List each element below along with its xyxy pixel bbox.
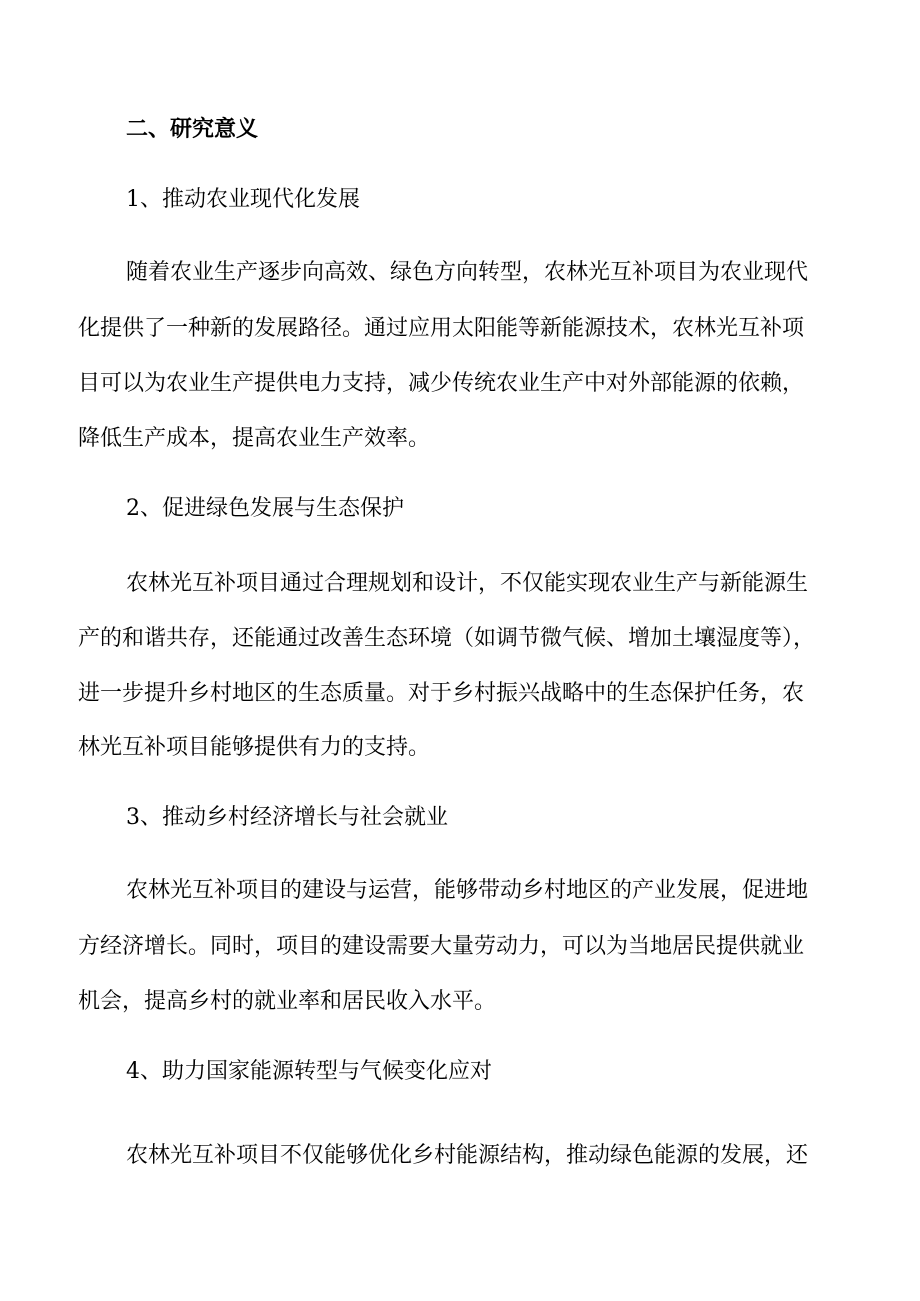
paragraph-line: 林光互补项目能够提供有力的支持。 [78,735,431,760]
paragraph-line: 农林光互补项目的建设与运营，能够带动乡村地区的产业发展，促进地 [126,878,809,903]
subsection-heading-4: 4、助力国家能源转型与气候变化应对 [126,1059,492,1084]
paragraph-line: 目可以为农业生产提供电力支持，减少传统农业生产中对外部能源的依赖， [78,371,805,396]
subsection-heading-2: 2、促进绿色发展与生态保护 [126,496,404,521]
paragraph-line: 方经济增长。同时，项目的建设需要大量劳动力，可以为当地居民提供就业 [78,934,805,959]
paragraph-line: 机会，提高乡村的就业率和居民收入水平。 [78,989,497,1014]
paragraph-line: 降低生产成本，提高农业生产效率。 [78,426,431,451]
paragraph-line: 产的和谐共存，还能通过改善生态环境（如调节微气候、增加土壤湿度等）， [78,626,816,651]
subsection-heading-1: 1、推动农业现代化发展 [126,187,360,212]
paragraph-line: 化提供了一种新的发展路径。通过应用太阳能等新能源技术，农林光互补项 [78,316,805,341]
paragraph-line: 随着农业生产逐步向高效、绿色方向转型，农林光互补项目为农业现代 [126,260,809,285]
section-title: 二、研究意义 [126,116,259,142]
paragraph-line: 农林光互补项目不仅能够优化乡村能源结构，推动绿色能源的发展，还 [126,1143,809,1168]
paragraph-line: 进一步提升乡村地区的生态质量。对于乡村振兴战略中的生态保护任务，农 [78,681,805,706]
subsection-heading-3: 3、推动乡村经济增长与社会就业 [126,805,448,830]
paragraph-line: 农林光互补项目通过合理规划和设计，不仅能实现农业生产与新能源生 [126,571,809,596]
